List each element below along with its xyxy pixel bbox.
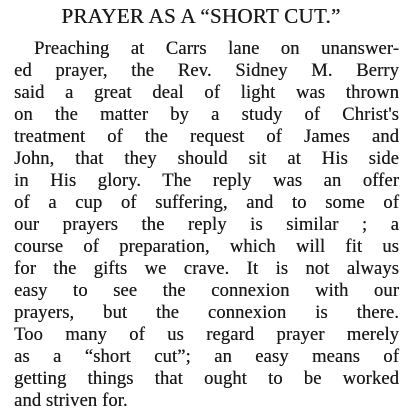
article-line: course of preparation, which will fit us [14,236,399,257]
article-line: on the matter by a study of Christ's [14,104,399,125]
article-line: getting things that ought to be worked [14,368,399,389]
article-line: Preaching at Carrs lane on unanswer- [34,38,399,59]
article-line: for the gifts we crave. It is not always [14,258,399,279]
article-headline: PRAYER AS A “SHORT CUT.” [61,4,341,28]
article-line: and striven for. [14,390,128,411]
article-line: Too many of us regard prayer merely [14,324,399,345]
article-line: our prayers the reply is similar ; a [14,214,399,235]
article-line: ed prayer, the Rev. Sidney M. Berry [14,60,399,81]
article-line: as a “short cut”; an easy means of [14,346,399,367]
article-line: treatment of the request of James and [14,126,399,147]
article-line: John, that they should sit at His side [14,148,399,169]
article-line: prayers, but the connexion is there. [14,302,399,323]
article-line: in His glory. The reply was an offer [14,170,399,191]
article-line: of a cup of suffering, and to some of [14,192,399,213]
article-line: easy to see the connexion with our [14,280,399,301]
article-line: said a great deal of light was thrown [14,82,399,103]
